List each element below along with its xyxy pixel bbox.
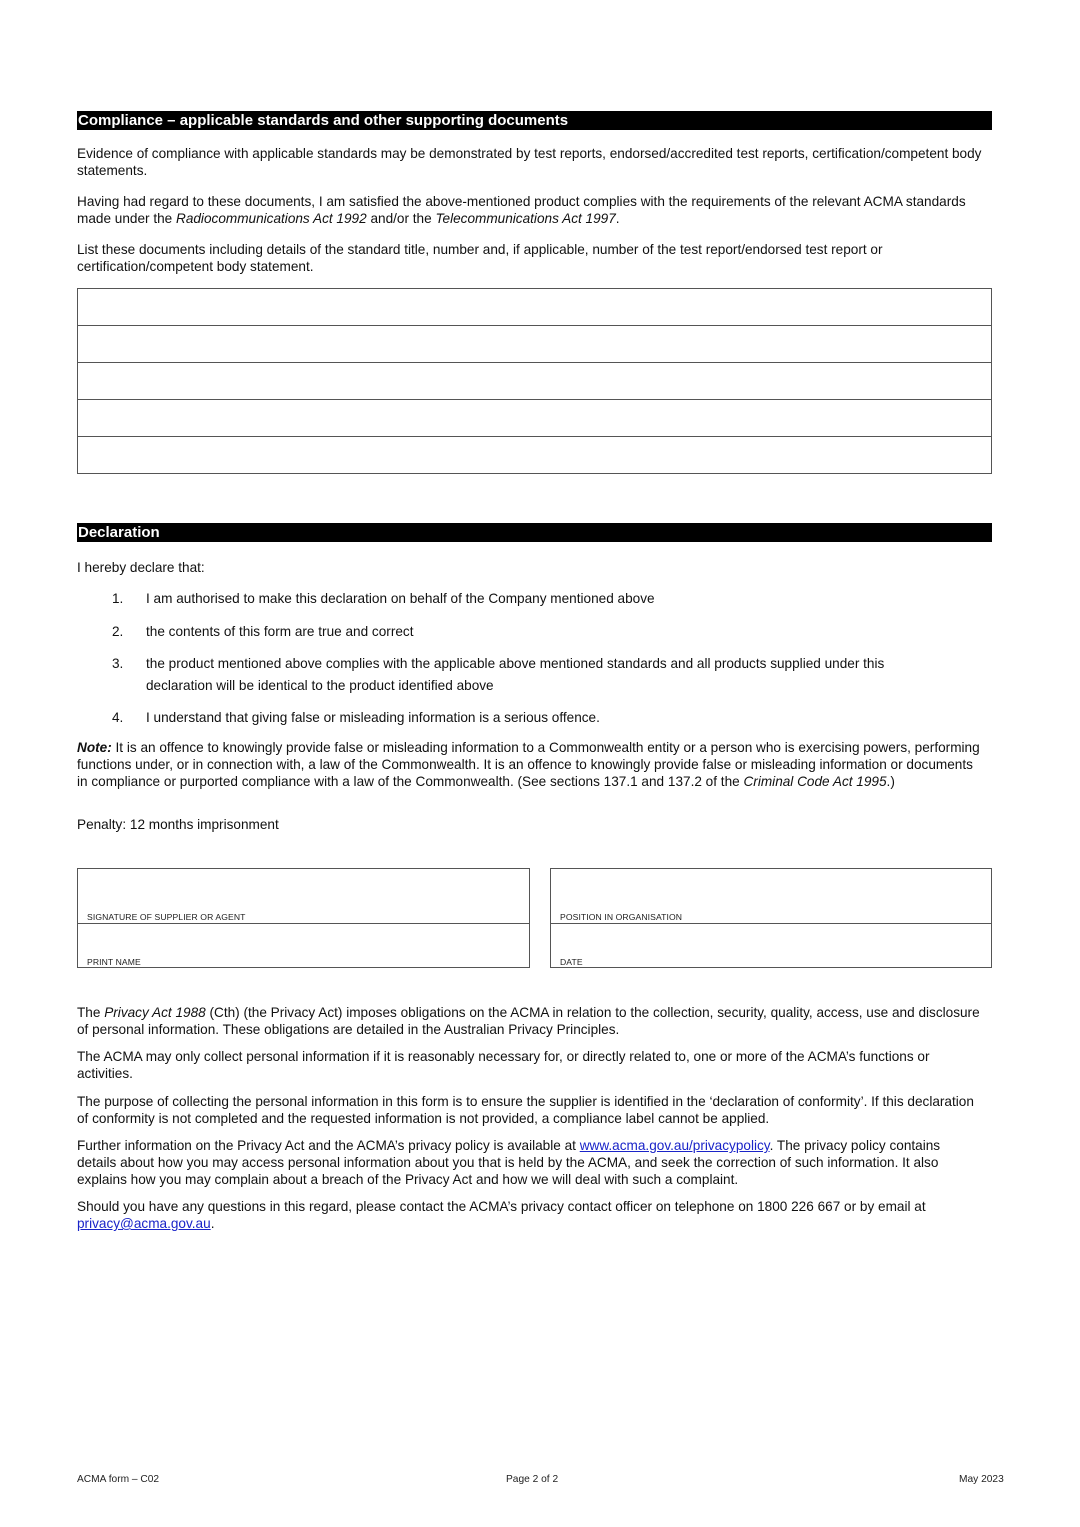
privacy-policy-link[interactable]: www.acma.gov.au/privacypolicy [579,1138,770,1153]
declaration-item-number: 3. [112,656,124,671]
compliance-paragraph-2-text: and/or the [366,211,436,226]
print-name-field[interactable] [78,924,529,968]
privacy-text: Should you have any questions in this regard, please contact the ACMA’s privacy contact officer on telephone on 1800 226 667 or by email at [77,1199,926,1214]
privacy-paragraph-1 [77,1004,982,1038]
declaration-item-text: I am authorised to make this declaration on behalf of the Company mentioned above [146,591,655,606]
document-row-1[interactable] [78,289,991,326]
compliance-paragraph-1: Evidence of compliance with applicable standards may be demonstrated by test reports, endorsed/accredited test reports, certification/competent body statements. [77,146,982,178]
declaration-item-text: I understand that giving false or misleading information is a serious offence. [146,710,600,725]
criminal-code-act-title: Criminal Code Act 1995 [743,774,887,789]
privacy-email-link[interactable]: privacy@acma.gov.au [77,1216,211,1231]
declaration-item-number: 4. [112,710,124,725]
privacy-text: (Cth) (the Privacy Act) imposes obligations on the ACMA in relation to the collection, security, quality, access, use and disclosure of personal information. These obligations are detailed in the Australian Privacy Principles. [77,1005,980,1037]
position-label: POSITION IN ORGANISATION [560,912,683,922]
declaration-item-text: the contents of this form are true and correct [146,624,414,639]
print-name-label: PRINT NAME [87,957,141,967]
privacy-paragraph-2: The ACMA may only collect personal information if it is reasonably necessary for, or directly related to, one or more of the ACMA’s functions or activities. [77,1049,930,1081]
declaration-item-number: 1. [112,591,124,606]
declaration-note [77,739,982,790]
signature-block-right [550,868,992,968]
document-row-2[interactable] [78,326,991,363]
compliance-paragraph-3: List these documents including details of the standard title, number and, if applicable, number of the test report/endorsed test report or certification/competent body statement. [77,242,883,274]
privacy-paragraph-5 [77,1198,982,1232]
date-field[interactable] [551,924,991,968]
signature-field[interactable] [78,869,529,924]
compliance-paragraph-2-text: Having had regard to these documents, I am satisfied the above-mentioned product complies with the requirements of the relevant ACMA standards made under the [77,194,966,226]
date-label: DATE [560,957,583,967]
declaration-intro: I hereby declare that: [77,560,205,575]
position-field[interactable] [551,869,991,924]
footer-page-number: Page 2 of 2 [506,1474,559,1485]
document-row-4[interactable] [78,400,991,437]
privacy-act-title: Privacy Act 1988 [104,1005,206,1020]
signature-block-left [77,868,530,968]
declaration-item-number: 2. [112,624,124,639]
radiocommunications-act-title: Radiocommunications Act 1992 [176,211,367,226]
supporting-documents-table [77,288,992,474]
document-row-3[interactable] [78,363,991,400]
privacy-paragraph-4 [77,1137,982,1188]
note-label: Note: [77,740,112,755]
document-row-5[interactable] [78,437,991,473]
privacy-text: Further information on the Privacy Act and the ACMA’s privacy policy is available at [77,1138,580,1153]
signature-label: SIGNATURE OF SUPPLIER OR AGENT [87,912,246,922]
note-text: It is an offence to knowingly provide false or misleading information to a Commonwealth entity or a person who is exercising powers, performing functions under, or in connection with, a law of the Commonwealth. It is an offence to knowingly provide false or misleading information or documents in compliance or purported compliance with a law of the Commonwealth. (See sections 137.1 and 137.2 of the [77,740,980,789]
note-text-end: .) [886,774,895,789]
footer-date: May 2023 [959,1474,1004,1485]
telecommunications-act-title: Telecommunications Act 1997 [435,211,616,226]
compliance-paragraph-2-text: . [615,211,620,226]
privacy-text: . The privacy policy contains details about how you may access personal information about you that is held by the ACMA, and seek the correction of such information. It also explains how you may complain about a breach of the Privacy Act and how we will deal with such a complaint. [77,1138,941,1187]
penalty-text: Penalty: 12 months imprisonment [77,817,279,832]
compliance-paragraph-2 [77,193,987,227]
privacy-text: The [77,1005,105,1020]
declaration-item-text: the product mentioned above complies with the applicable above mentioned standards and all products supplied under this declaration will be identical to the product identified above [146,656,885,693]
declaration-heading: Declaration [77,523,992,542]
footer-form-id: ACMA form – C02 [77,1474,160,1485]
compliance-heading: Compliance – applicable standards and other supporting documents [77,111,992,130]
privacy-text: . [210,1216,215,1231]
privacy-paragraph-3: The purpose of collecting the personal information in this form is to ensure the supplier is identified in the ‘declaration of conformity’. If this declaration of conformity is not completed and the requested information is not provided, a compliance label cannot be applied. [77,1094,974,1126]
